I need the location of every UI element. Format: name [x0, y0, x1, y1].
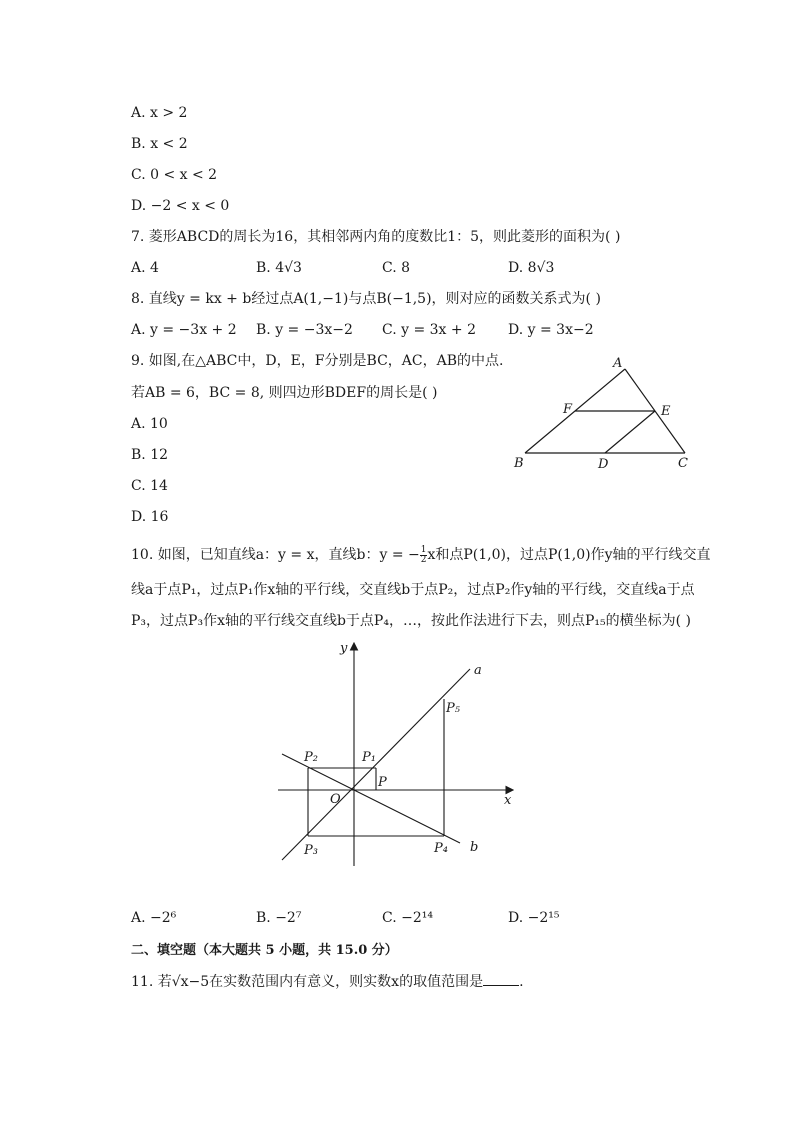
- q8-option-a: A. y = −3x + 2: [131, 322, 237, 338]
- label-c: C: [678, 456, 688, 471]
- label-p1: P₁: [362, 750, 376, 765]
- q6-option-c: C. 0 < x < 2: [131, 167, 218, 183]
- label-f: F: [563, 402, 573, 417]
- q8-stem: 8. 直线y = kx + b经过点A(1,−1)与点B(−1,5)，则对应的函数关系式为( ): [131, 291, 601, 307]
- q7-option-c: C. 8: [382, 260, 411, 276]
- q7-option-b: B. 4√3: [256, 260, 302, 276]
- q7-option-a: A. 4: [131, 260, 159, 276]
- segment-de: [605, 411, 655, 453]
- label-y-axis: y: [340, 641, 348, 656]
- fraction-numerator: 1: [420, 544, 427, 555]
- q9-option-b: B. 12: [131, 447, 169, 463]
- q10-stem-line1: [131, 545, 711, 565]
- q8-option-c: C. y = 3x + 2: [382, 322, 476, 338]
- q9-option-d: D. 16: [131, 509, 169, 525]
- label-line-a: a: [474, 663, 482, 678]
- q10-stem1-part-a: 10. 如图，已知直线a：y = x，直线b：y = −: [131, 547, 420, 563]
- q11-stem: [131, 972, 524, 992]
- label-p5: P₅: [446, 701, 460, 716]
- q9-stem-line1: 9. 如图,在△ABC中，D，E，F分别是BC，AC，AB的中点.: [131, 353, 504, 369]
- label-a: A: [613, 356, 623, 371]
- q8-option-d: D. y = 3x−2: [508, 322, 594, 338]
- label-d: D: [598, 457, 609, 472]
- q8-option-b: B. y = −3x−2: [256, 322, 353, 338]
- label-p2: P₂: [304, 750, 318, 765]
- q6-option-d: D. −2 < x < 0: [131, 198, 230, 214]
- label-p4: P₄: [434, 841, 448, 856]
- label-p3: P₃: [304, 843, 318, 858]
- q10-stem-line2: 线a于点P₁，过点P₁作x轴的平行线，交直线b于点P₂，过点P₂作y轴的平行线，交直线a于点: [131, 582, 695, 598]
- answer-blank[interactable]: [483, 973, 519, 986]
- section-title: 二、填空题（本大题共 5 小题，共 15.0 分）: [131, 943, 398, 958]
- q11-stem-part-b: .: [519, 974, 524, 990]
- q7-option-d: D. 8√3: [508, 260, 555, 276]
- q6-option-a: A. x > 2: [131, 105, 188, 121]
- q9-stem-line2: 若AB = 6，BC = 8, 则四边形BDEF的周长是( ): [131, 385, 438, 401]
- q11-stem-part-a: 11. 若√x−5在实数范围内有意义，则实数x的取值范围是: [131, 974, 484, 990]
- q6-option-b: B. x < 2: [131, 136, 188, 152]
- q10-stem1-part-b: x和点P(1,0)，过点P(1,0)作y轴的平行线交直: [427, 547, 711, 563]
- line-b: [282, 754, 460, 843]
- q10-coordinate-figure: [270, 636, 520, 872]
- label-origin: O: [330, 792, 341, 807]
- label-e: E: [661, 404, 671, 419]
- fraction-denominator: 2: [420, 554, 427, 565]
- q7-stem: 7. 菱形ABCD的周长为16，其相邻两内角的度数比1：5，则此菱形的面积为( ): [131, 229, 621, 245]
- q10-stem-line3: P₃，过点P₃作x轴的平行线交直线b于点P₄，…，按此作法进行下去，则点P₁₅的横坐标为( ): [131, 613, 691, 629]
- label-x-axis: x: [504, 793, 512, 808]
- q9-option-a: A. 10: [131, 416, 168, 432]
- q9-option-c: C. 14: [131, 478, 168, 494]
- q10-option-c: C. −2¹⁴: [382, 910, 433, 926]
- q10-option-b: B. −2⁷: [256, 910, 302, 926]
- label-b: B: [514, 456, 524, 471]
- q9-triangle-figure: [505, 352, 705, 474]
- q10-option-d: D. −2¹⁵: [508, 910, 560, 926]
- label-p: P: [378, 775, 387, 790]
- q10-option-a: A. −2⁶: [131, 910, 177, 926]
- label-line-b: b: [470, 840, 479, 855]
